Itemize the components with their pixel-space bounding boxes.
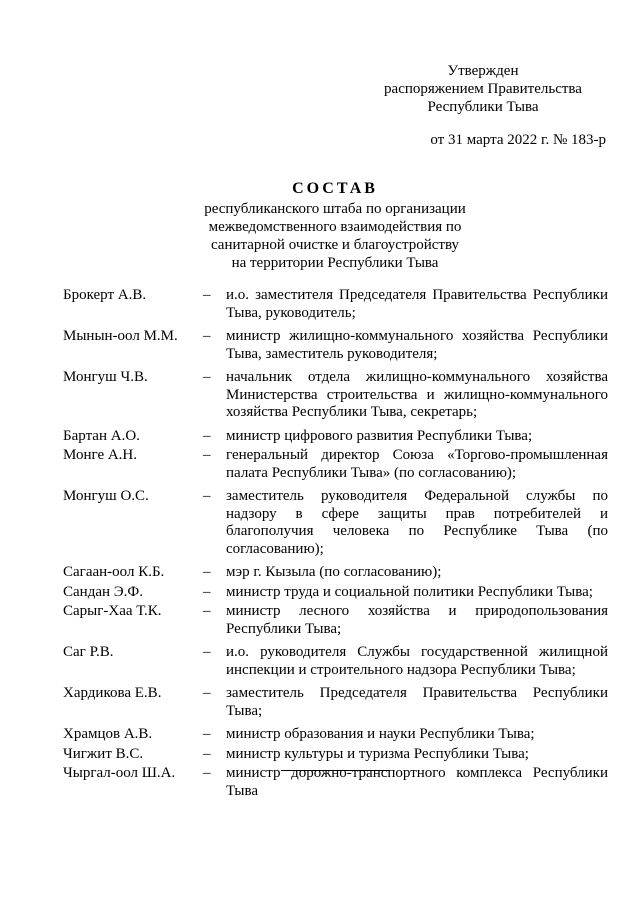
member-row	[63, 369, 608, 422]
approval-line-1: Утвержден	[447, 63, 519, 79]
member-row	[63, 287, 608, 322]
member-role: министр жилищно-коммунального хозяйства Республики Тыва, заместитель руководителя;	[226, 328, 608, 362]
member-dash: –	[203, 564, 211, 580]
separator-line	[281, 770, 389, 771]
member-role: генеральный директор Союза «Торгово-промышленная палата Республики Тыва» (по согласованию);	[226, 447, 608, 481]
member-name: Монгуш О.С.	[63, 488, 149, 504]
member-dash: –	[203, 603, 211, 619]
member-name: Монгуш Ч.В.	[63, 369, 148, 385]
member-name: Сарыг-Хаа Т.К.	[63, 603, 162, 619]
member-dash: –	[203, 583, 211, 600]
member-role: министр дорожно-транспортного комплекса Республики Тыва	[226, 765, 608, 799]
member-dash: –	[203, 287, 211, 303]
member-dash: –	[203, 644, 211, 660]
member-name: Брокерт А.В.	[63, 287, 147, 303]
member-row	[63, 428, 608, 446]
member-name: Храмцов А.В.	[63, 726, 153, 742]
member-role: министр лесного хозяйства и природопользования Республики Тыва;	[226, 603, 608, 637]
subtitle-line-1: республиканского штаба по организации	[204, 201, 466, 217]
member-row	[63, 447, 608, 482]
member-dash: –	[203, 726, 211, 742]
subtitle-line-3: санитарной очистке и благоустройству	[210, 237, 460, 253]
member-name: Мынын-оол М.М.	[63, 328, 178, 344]
members-list	[63, 287, 608, 800]
member-name: Бартан А.О.	[63, 427, 140, 444]
member-role: и.о. руководителя Службы государственной жилищной инспекции и строительного надзора Республики Тыва;	[226, 644, 608, 678]
member-role: министр цифрового развития Республики Тыва;	[226, 427, 533, 444]
document-subtitle	[170, 200, 500, 272]
member-dash: –	[203, 447, 211, 463]
member-name: Сагаан-оол К.Б.	[63, 564, 165, 580]
member-name: Чыргал-оол Ш.А.	[63, 765, 176, 781]
member-role: министр труда и социальной политики Республики Тыва;	[226, 583, 593, 600]
subtitle-line-2: межведомственного взаимодействия по	[208, 219, 462, 235]
member-role: министр культуры и туризма Республики Тыва;	[226, 745, 529, 762]
member-row	[63, 644, 608, 679]
member-name: Чигжит В.С.	[63, 745, 144, 762]
member-row	[63, 685, 608, 720]
member-name: Монге А.Н.	[63, 447, 138, 463]
member-row	[63, 564, 608, 582]
member-name: Хардикова Е.В.	[63, 685, 162, 701]
member-dash: –	[203, 765, 211, 781]
member-row	[63, 746, 608, 764]
member-row	[63, 328, 608, 363]
member-row	[63, 488, 608, 558]
member-dash: –	[203, 745, 211, 762]
approval-stamp	[360, 62, 606, 116]
approval-date: от 31 марта 2022 г. № 183-р	[430, 132, 606, 148]
member-role: заместитель руководителя Федеральной службы по надзору в сфере защиты прав потребителей и благополучия человека по Республике Тыва (по согласованию);	[226, 488, 608, 557]
member-role: министр образования и науки Республики Тыва;	[226, 726, 535, 742]
member-role: мэр г. Кызыла (по согласованию);	[226, 564, 442, 580]
member-role: начальник отдела жилищно-коммунального хозяйства Министерства строительства и жилищно-коммунального хозяйства Республики Тыва, секретарь;	[226, 369, 608, 420]
member-dash: –	[203, 369, 211, 385]
member-role: и.о. заместителя Председателя Правительства Республики Тыва, руководитель;	[226, 287, 608, 321]
member-row	[63, 726, 608, 744]
subtitle-line-4: на территории Республики Тыва	[231, 255, 439, 271]
member-role: заместитель Председателя Правительства Республики Тыва;	[226, 685, 608, 719]
member-dash: –	[203, 488, 211, 504]
member-row	[63, 584, 608, 602]
member-name: Сандан Э.Ф.	[63, 583, 144, 600]
member-name: Саг Р.В.	[63, 644, 114, 660]
member-row	[63, 603, 608, 638]
document-title: СОСТАВ	[292, 180, 378, 197]
member-dash: –	[203, 427, 211, 444]
approval-line-2: распоряжением Правительства	[384, 81, 582, 97]
approval-line-3: Республики Тыва	[427, 99, 539, 115]
member-dash: –	[203, 685, 211, 701]
member-dash: –	[203, 328, 211, 344]
